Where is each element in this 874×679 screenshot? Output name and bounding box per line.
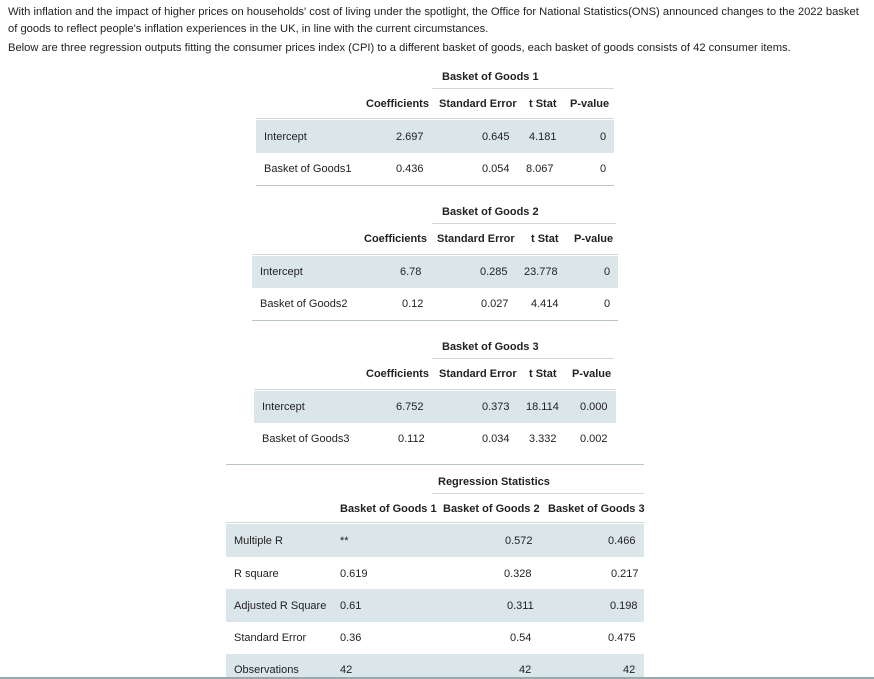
row-label: Standard Error: [234, 632, 307, 644]
basket-1-value: **: [340, 535, 349, 547]
column-header-t-stat: t Stat: [529, 98, 557, 110]
table-title: Basket of Goods 3: [442, 341, 539, 353]
row-label: Adjusted R Square: [234, 600, 327, 612]
column-header-t-stat: t Stat: [529, 368, 557, 380]
t-stat-value: 8.067: [526, 163, 554, 175]
divider: [432, 493, 644, 494]
std-error-value: 0.645: [482, 131, 510, 143]
std-error-value: 0.034: [482, 433, 510, 445]
t-stat-value: 18.114: [526, 401, 559, 413]
table-title: Basket of Goods 1: [442, 71, 539, 83]
row-label: Basket of Goods2: [260, 298, 348, 310]
intro-paragraph-2: Below are three regression outputs fitting the consumer prices index (CPI) to a different basket of goods, each basket of goods consists of 42 consumer items.: [8, 42, 791, 54]
column-header-std-error: Standard Error: [439, 98, 517, 110]
basket-1-value: 0.36: [340, 632, 362, 644]
t-stat-value: 4.414: [531, 298, 559, 310]
basket-3-value: 0.217: [611, 568, 639, 580]
p-value-value: 0: [600, 131, 607, 143]
row-label: Intercept: [262, 401, 305, 413]
row-label: R square: [234, 568, 279, 580]
basket-2-value: 0.311: [507, 600, 534, 612]
table-title: Basket of Goods 2: [442, 206, 539, 218]
basket-2-value: 0.54: [510, 632, 532, 644]
basket-1-value: 42: [340, 664, 353, 676]
column-header-p-value: P-value: [572, 368, 612, 380]
column-header-std-error: Standard Error: [437, 233, 515, 245]
coefficient-value: 0.436: [396, 163, 424, 175]
basket-3-value: 0.475: [608, 632, 636, 644]
column-header-coefficients: Coefficients: [364, 233, 427, 245]
intro-paragraph-1: With inflation and the impact of higher prices on households' cost of living under the spotlight, the Office for National Statistics(ONS) announced changes to the 2022 basket of goods to reflect people's inflation experiences in the UK, in line with the current circumstances.: [8, 6, 859, 35]
basket-1-value: 0.619: [340, 568, 368, 580]
basket-2-value: 0.572: [505, 535, 533, 547]
column-header-basket-1: Basket of Goods 1: [340, 503, 437, 515]
coefficient-value: 0.12: [402, 298, 424, 310]
std-error-value: 0.027: [481, 298, 509, 310]
basket-3-value: 0.466: [608, 535, 636, 547]
column-header-coefficients: Coefficients: [366, 368, 429, 380]
basket-3-value: 42: [623, 664, 636, 676]
p-value-value: 0: [600, 163, 607, 175]
row-label: Basket of Goods3: [262, 433, 350, 445]
coefficient-value: 0.112: [398, 433, 425, 445]
table-row: [226, 524, 644, 557]
std-error-value: 0.285: [480, 266, 508, 278]
basket-3-value: 0.198: [610, 600, 638, 612]
basket-1-value: 0.61: [340, 600, 362, 612]
table-title: Regression Statistics: [438, 476, 550, 488]
row-label: Multiple R: [234, 535, 283, 547]
row-label: Intercept: [264, 131, 307, 143]
basket-2-value: 42: [519, 664, 532, 676]
basket-2-value: 0.328: [504, 568, 532, 580]
row-label: Observations: [234, 664, 299, 676]
row-label: Basket of Goods1: [264, 163, 352, 175]
p-value-value: 0.002: [580, 433, 608, 445]
std-error-value: 0.373: [482, 401, 510, 413]
coefficient-value: 6.78: [400, 266, 422, 278]
coefficient-value: 2.697: [396, 131, 424, 143]
std-error-value: 0.054: [482, 163, 510, 175]
column-header-basket-2: Basket of Goods 2: [443, 503, 540, 515]
column-header-coefficients: Coefficients: [366, 98, 429, 110]
column-header-t-stat: t Stat: [531, 233, 559, 245]
row-label: Intercept: [260, 266, 303, 278]
column-header-basket-3: Basket of Goods 3: [548, 503, 645, 515]
column-header-p-value: P-value: [570, 98, 610, 110]
p-value-value: 0.000: [580, 401, 608, 413]
p-value-value: 0: [604, 298, 611, 310]
p-value-value: 0: [604, 266, 611, 278]
column-header-p-value: P-value: [574, 233, 614, 245]
t-stat-value: 23.778: [524, 266, 558, 278]
t-stat-value: 4.181: [529, 131, 557, 143]
divider: [226, 522, 644, 523]
column-header-std-error: Standard Error: [439, 368, 517, 380]
coefficient-value: 6.752: [396, 401, 424, 413]
t-stat-value: 3.332: [529, 433, 557, 445]
